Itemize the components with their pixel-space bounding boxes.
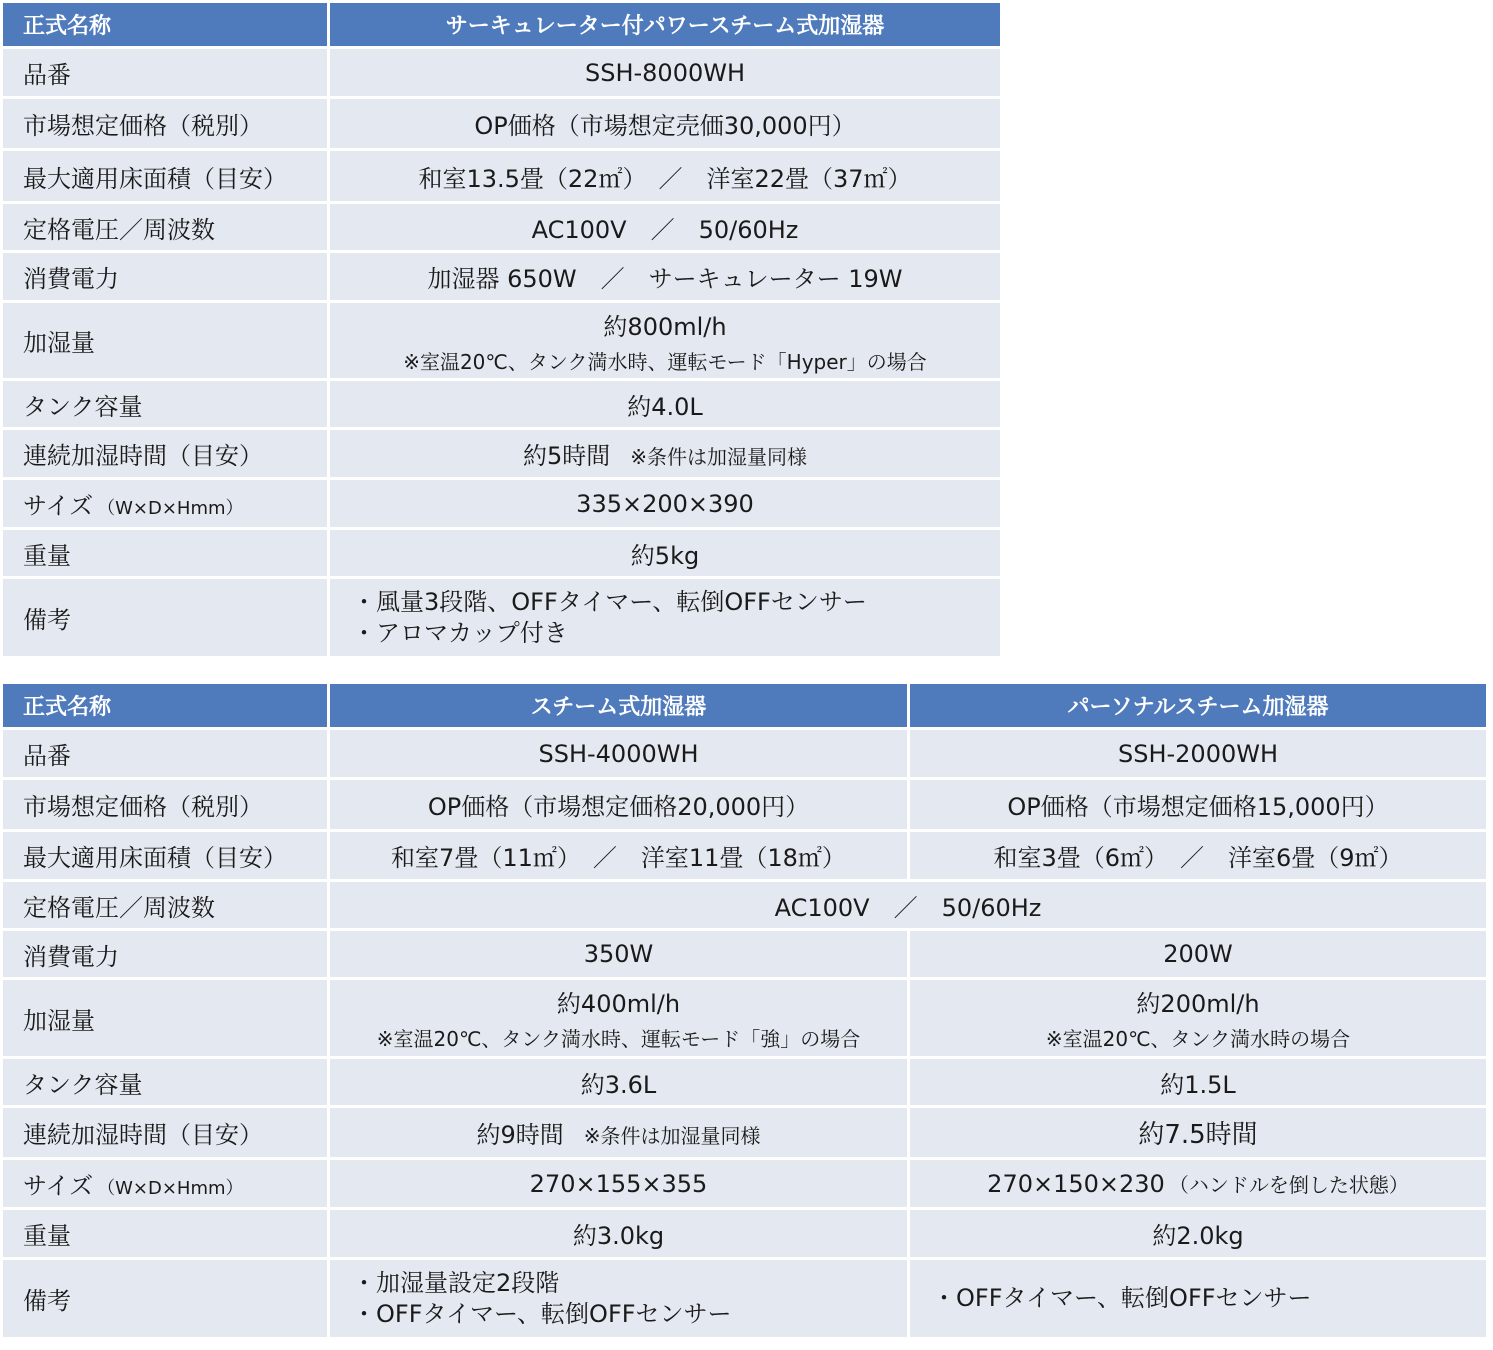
row-label: 連続加湿時間（目安）: [3, 430, 327, 477]
row-label: 品番: [3, 49, 327, 96]
tank-value: 約4.0L: [330, 381, 1000, 427]
row-tank: [3, 1059, 1486, 1105]
floor-area-value-b: 和室3畳（6㎡） ／ 洋室6畳（9㎡）: [910, 832, 1486, 879]
floor-area-value-a: 和室7畳（11㎡） ／ 洋室11畳（18㎡）: [330, 832, 907, 879]
size-value: 335×200×390: [330, 480, 1000, 527]
model-value: SSH-8000WH: [330, 49, 1000, 96]
size-note-b: （ハンドルを倒した状態）: [1168, 1173, 1409, 1197]
header-row: [3, 3, 1000, 46]
header-label: 正式名称: [3, 3, 327, 46]
weight-value-b: 約2.0kg: [910, 1210, 1486, 1257]
power-value-b: 200W: [910, 931, 1486, 977]
row-price: [3, 99, 1000, 148]
row-runtime: [3, 430, 1000, 477]
price-value-b: OP価格（市場想定価格15,000円）: [910, 780, 1486, 829]
size-unit: （W×D×Hmm）: [97, 498, 244, 519]
power-value: 加湿器 650W ／ サーキュレーター 19W: [330, 253, 1000, 300]
weight-value-a: 約3.0kg: [330, 1210, 907, 1257]
row-label: 消費電力: [3, 931, 327, 977]
model-value-b: SSH-2000WH: [910, 730, 1486, 777]
notes-cell-b: [910, 1260, 1486, 1337]
size-cell-b: [910, 1160, 1486, 1207]
runtime-value-b: 約7.5時間: [910, 1108, 1486, 1157]
row-label: 最大適用床面積（目安）: [3, 832, 327, 879]
humidification-cell-a: [330, 980, 907, 1056]
row-label: 消費電力: [3, 253, 327, 300]
runtime-note: ※条件は加湿量同様: [630, 445, 808, 469]
row-label: タンク容量: [3, 381, 327, 427]
runtime-cell-a: [330, 1108, 907, 1157]
floor-area-value: 和室13.5畳（22㎡） ／ 洋室22畳（37㎡）: [330, 151, 1000, 201]
row-label: 備考: [3, 579, 327, 656]
row-label: 加湿量: [3, 980, 327, 1056]
row-label: 定格電圧／周波数: [3, 204, 327, 250]
spec-table-steam-models: [0, 681, 1489, 1340]
row-label: 重量: [3, 1210, 327, 1257]
spec-table-circulator-steam: [0, 0, 1003, 659]
row-voltage: [3, 204, 1000, 250]
row-humidification: [3, 303, 1000, 378]
weight-value: 約5kg: [330, 530, 1000, 576]
notes-line: ・風量3段階、OFFタイマー、転倒OFFセンサー: [352, 587, 867, 616]
runtime-cell: [330, 430, 1000, 477]
row-label: タンク容量: [3, 1059, 327, 1105]
humidification-note-a: ※室温20℃、タンク満水時、運転モード「強」の場合: [376, 1027, 861, 1051]
power-value-a: 350W: [330, 931, 907, 977]
model-value-a: SSH-4000WH: [330, 730, 907, 777]
header-product-b: パーソナルスチーム加湿器: [910, 684, 1486, 727]
row-floor-area: [3, 151, 1000, 201]
row-label: 品番: [3, 730, 327, 777]
row-label: 備考: [3, 1260, 327, 1337]
humidification-value-b: 約200ml/h: [1136, 990, 1260, 1018]
humidification-value-a: 約400ml/h: [556, 990, 681, 1018]
row-tank: [3, 381, 1000, 427]
header-product-name: サーキュレーター付パワースチーム式加湿器: [330, 3, 1000, 46]
runtime-note-a: ※条件は加湿量同様: [583, 1124, 761, 1148]
humidification-cell: [330, 303, 1000, 378]
header-label: 正式名称: [3, 684, 327, 727]
row-notes: [3, 1260, 1486, 1337]
row-weight: [3, 530, 1000, 576]
header-product-a: スチーム式加湿器: [330, 684, 907, 727]
voltage-value: AC100V ／ 50/60Hz: [330, 882, 1486, 928]
row-power: [3, 253, 1000, 300]
row-label: 重量: [3, 530, 327, 576]
notes-cell: [330, 579, 1000, 656]
row-floor-area: [3, 832, 1486, 879]
notes-line: ・アロマカップ付き: [352, 618, 568, 647]
price-value: OP価格（市場想定売価30,000円）: [330, 99, 1000, 148]
row-label: 最大適用床面積（目安）: [3, 151, 327, 201]
humidification-note: ※室温20℃、タンク満水時、運転モード「Hyper」の場合: [403, 349, 927, 374]
row-label: 定格電圧／周波数: [3, 882, 327, 928]
humidification-value: 約800ml/h: [603, 312, 727, 341]
row-label: 連続加湿時間（目安）: [3, 1108, 327, 1157]
row-label: 加湿量: [3, 303, 327, 378]
row-label-cell: [3, 1160, 327, 1207]
humidification-cell-b: [910, 980, 1486, 1056]
row-humidification: [3, 980, 1486, 1056]
voltage-value: AC100V ／ 50/60Hz: [330, 204, 1000, 250]
notes-line-a: ・加湿量設定2段階: [352, 1268, 560, 1297]
runtime-value: 約5時間: [522, 442, 611, 470]
row-power: [3, 931, 1486, 977]
row-notes: [3, 579, 1000, 656]
row-label-cell: [3, 480, 327, 527]
row-weight: [3, 1210, 1486, 1257]
row-size: [3, 480, 1000, 527]
notes-cell-a: [330, 1260, 907, 1337]
row-model: [3, 730, 1486, 777]
size-value-b: 270×150×230: [987, 1170, 1165, 1198]
notes-line-a: ・OFFタイマー、転倒OFFセンサー: [352, 1299, 732, 1328]
tank-value-b: 約1.5L: [910, 1059, 1486, 1105]
size-unit: （W×D×Hmm）: [97, 1178, 244, 1199]
runtime-value-a: 約9時間: [476, 1121, 564, 1149]
row-model: [3, 49, 1000, 96]
size-value-a: 270×155×355: [330, 1160, 907, 1207]
row-label: 市場想定価格（税別）: [3, 99, 327, 148]
humidification-note-b: ※室温20℃、タンク満水時の場合: [1045, 1027, 1351, 1051]
tank-value-a: 約3.6L: [330, 1059, 907, 1105]
row-label: サイズ: [23, 492, 94, 520]
row-size: [3, 1160, 1486, 1207]
row-label: サイズ: [23, 1172, 94, 1200]
row-voltage: [3, 882, 1486, 928]
row-price: [3, 780, 1486, 829]
row-runtime: [3, 1108, 1486, 1157]
header-row: [3, 684, 1486, 727]
price-value-a: OP価格（市場想定価格20,000円）: [330, 780, 907, 829]
row-label: 市場想定価格（税別）: [3, 780, 327, 829]
notes-line-b: ・OFFタイマー、転倒OFFセンサー: [932, 1284, 1312, 1312]
